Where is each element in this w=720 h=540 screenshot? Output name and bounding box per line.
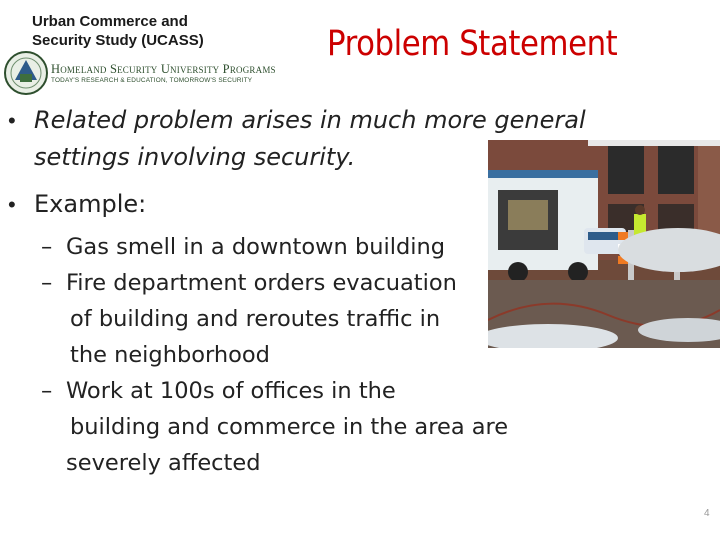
study-title (32, 12, 272, 50)
dash-icon: – (41, 378, 53, 404)
logo-title: Homeland Security University Programs (51, 62, 276, 76)
subbullet-3-line-1: Work at 100s of offices in the (66, 378, 396, 404)
dash-icon: – (41, 270, 53, 296)
street-scene-photo (488, 140, 720, 348)
subbullet-2-line-1: Fire department orders evacuation (66, 270, 457, 296)
subbullet-1-line-1: Gas smell in a downtown building (66, 234, 446, 260)
street-scene-illustration (488, 140, 720, 348)
bullet-dot: • (8, 108, 16, 133)
subbullet-2-line-2: of building and reroutes traffic in (70, 306, 441, 332)
dash-icon: – (41, 234, 53, 260)
university-programs-logo (3, 50, 276, 96)
seal-icon (3, 50, 49, 96)
page-number: 4 (704, 508, 710, 519)
subbullet-2-line-3: the neighborhood (70, 342, 270, 368)
study-title-line1: Urban Commerce and (32, 13, 188, 30)
logo-tagline: TODAY'S RESEARCH & EDUCATION, TOMORROW'S SECURITY (51, 77, 253, 84)
bullet-dot: • (8, 192, 16, 217)
slide-title: Problem Statement (327, 24, 618, 64)
bullet-1-line-1: Related problem arises in much more general (34, 106, 586, 134)
bullet-2-line-1: Example: (34, 190, 147, 218)
bullet-1-line-2: settings involving security. (34, 143, 356, 171)
study-title-line2: Security Study (UCASS) (32, 32, 204, 49)
subbullet-3-line-2: building and commerce in the area are (70, 414, 509, 440)
subbullet-3-line-3: severely affected (66, 450, 261, 476)
